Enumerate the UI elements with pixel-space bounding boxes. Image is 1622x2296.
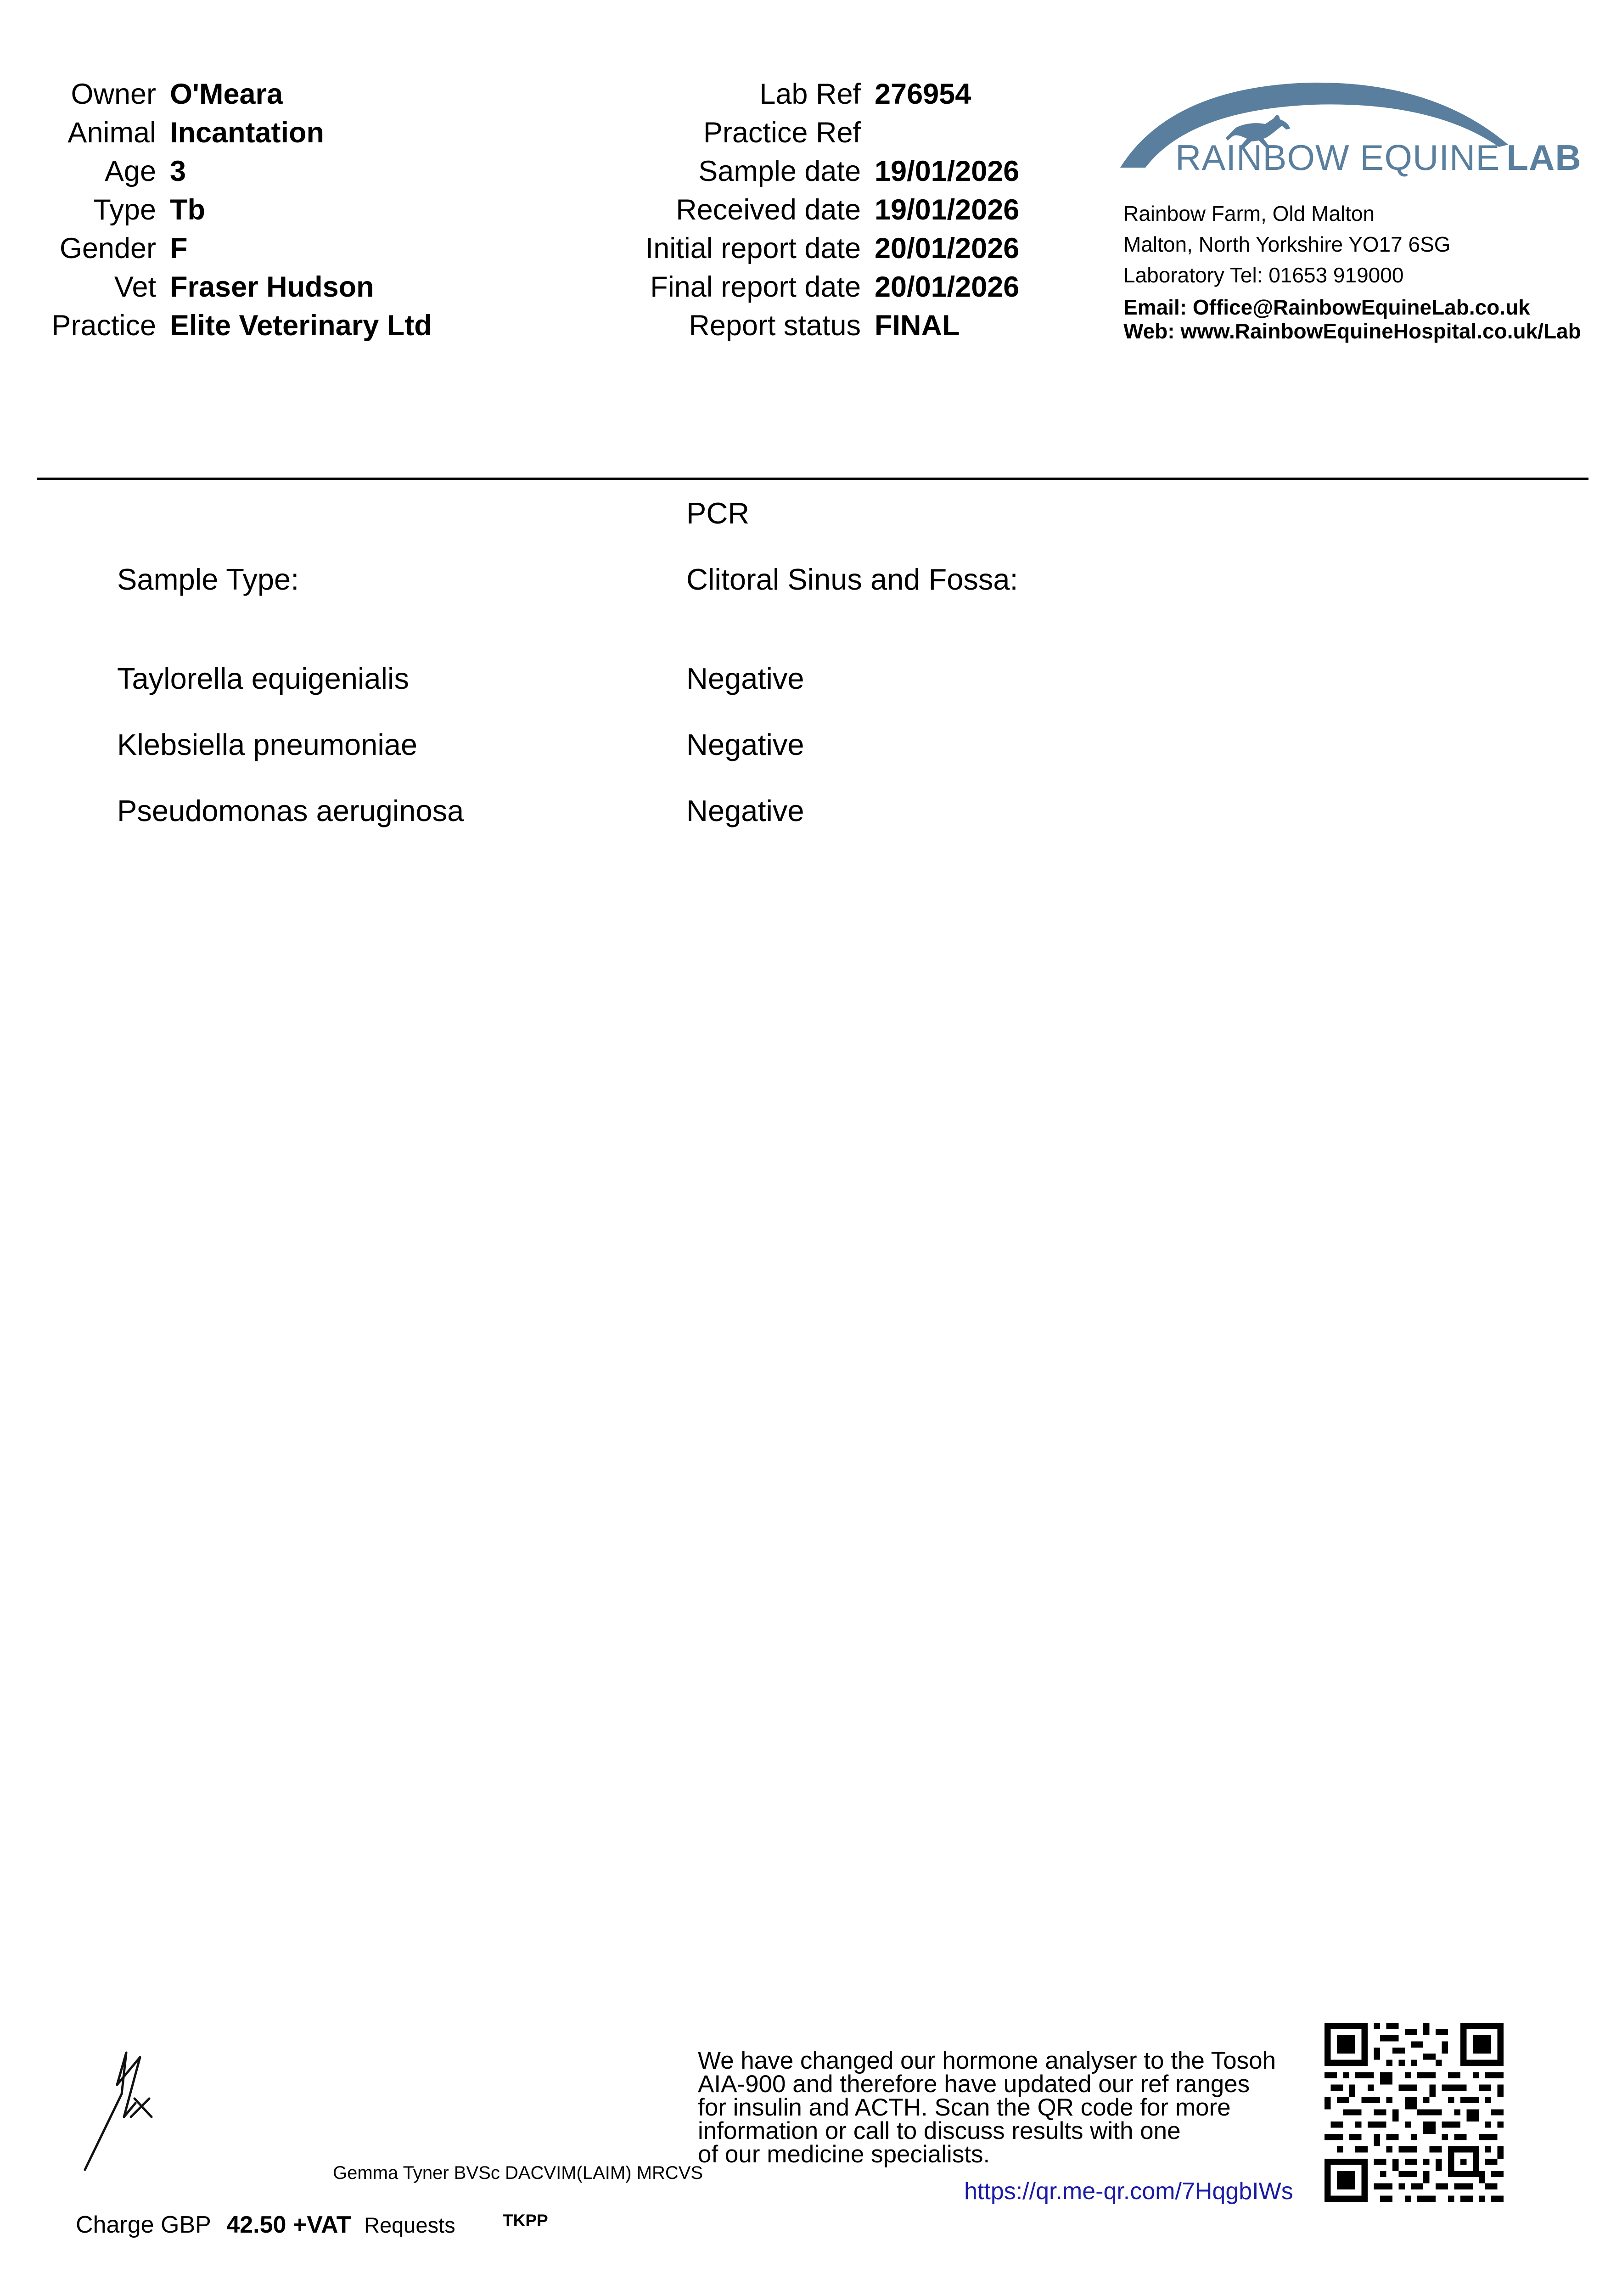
signatory-name: Gemma Tyner BVSc DACVIM(LAIM) MRCVS — [333, 2163, 703, 2183]
owner-label: Owner — [71, 78, 156, 110]
charge-line — [76, 2209, 455, 2241]
lab-phone: Laboratory Tel: 01653 919000 — [1123, 263, 1404, 287]
report-status-label: Report status — [689, 310, 861, 342]
gender-value: F — [170, 232, 188, 264]
result-value: Negative — [686, 662, 804, 695]
type-value: Tb — [170, 194, 205, 226]
analyser-notice — [698, 2049, 1327, 2166]
lab-web: Web: www.RainbowEquineHospital.co.uk/Lab — [1123, 319, 1581, 343]
patient-values — [170, 75, 432, 345]
received-date-value: 19/01/2026 — [875, 194, 1020, 226]
charge-value: 42.50 +VAT — [226, 2212, 351, 2238]
result-organism: Pseudomonas aeruginosa — [117, 794, 464, 827]
report-labels — [597, 75, 861, 345]
practice-ref-value — [875, 113, 1019, 152]
lab-address-line-2: Malton, North Yorkshire YO17 6SG — [1123, 232, 1451, 256]
logo-text-main: RAINBOW EQUINE LAB — [1175, 137, 1582, 178]
practice-label: Practice — [51, 310, 156, 342]
final-report-date-value: 20/01/2026 — [875, 271, 1020, 303]
qr-code-icon[interactable] — [1325, 2023, 1504, 2202]
notice-line: for insulin and ACTH. Scan the QR code for more — [698, 2094, 1231, 2121]
lab-ref-label: Lab Ref — [759, 78, 861, 110]
animal-label: Animal — [67, 117, 156, 149]
result-organism: Klebsiella pneumoniae — [117, 728, 418, 761]
vet-value: Fraser Hudson — [170, 271, 374, 303]
initial-report-date-value: 20/01/2026 — [875, 232, 1020, 264]
lab-ref-value: 276954 — [875, 78, 971, 110]
report-values — [875, 75, 1019, 345]
age-label: Age — [104, 155, 156, 187]
gender-label: Gender — [59, 232, 156, 264]
vet-label: Vet — [114, 271, 156, 303]
header-divider — [37, 478, 1588, 480]
result-value: Negative — [686, 794, 804, 827]
notice-line: We have changed our hormone analyser to the Tosoh — [698, 2047, 1276, 2074]
sample-date-value: 19/01/2026 — [875, 155, 1020, 187]
signature — [80, 2048, 172, 2172]
type-label: Type — [93, 194, 156, 226]
sample-type-label: Sample Type: — [117, 563, 299, 596]
notice-line: of our medicine specialists. — [698, 2141, 990, 2168]
sample-date-label: Sample date — [698, 155, 861, 187]
practice-ref-label: Practice Ref — [703, 117, 861, 149]
sample-type-value: Clitoral Sinus and Fossa: — [686, 563, 1018, 596]
notice-line: information or call to discuss results with one — [698, 2117, 1181, 2144]
initial-report-date-label: Initial report date — [645, 232, 861, 264]
test-name: PCR — [686, 496, 750, 530]
practice-value: Elite Veterinary Ltd — [170, 310, 432, 342]
qr-link[interactable]: https://qr.me-qr.com/7HqgbIWs — [964, 2178, 1293, 2205]
final-report-date-label: Final report date — [650, 271, 861, 303]
notice-line: AIA-900 and therefore have updated our ref ranges — [698, 2071, 1250, 2098]
animal-value: Incantation — [170, 117, 325, 149]
owner-value: O'Meara — [170, 78, 283, 110]
report-status-value: FINAL — [875, 310, 960, 342]
requests-value: TKPP — [503, 2211, 548, 2230]
rainbow-equine-lab-logo — [1116, 73, 1582, 179]
lab-address-line-1: Rainbow Farm, Old Malton — [1123, 202, 1375, 225]
patient-labels — [37, 75, 156, 345]
lab-email: Email: Office@RainbowEquineLab.co.uk — [1123, 295, 1530, 319]
received-date-label: Received date — [676, 194, 861, 226]
result-value: Negative — [686, 728, 804, 761]
age-value: 3 — [170, 155, 186, 187]
charge-label: Charge GBP — [76, 2212, 211, 2238]
requests-label: Requests — [364, 2213, 455, 2237]
result-organism: Taylorella equigenialis — [117, 662, 409, 695]
